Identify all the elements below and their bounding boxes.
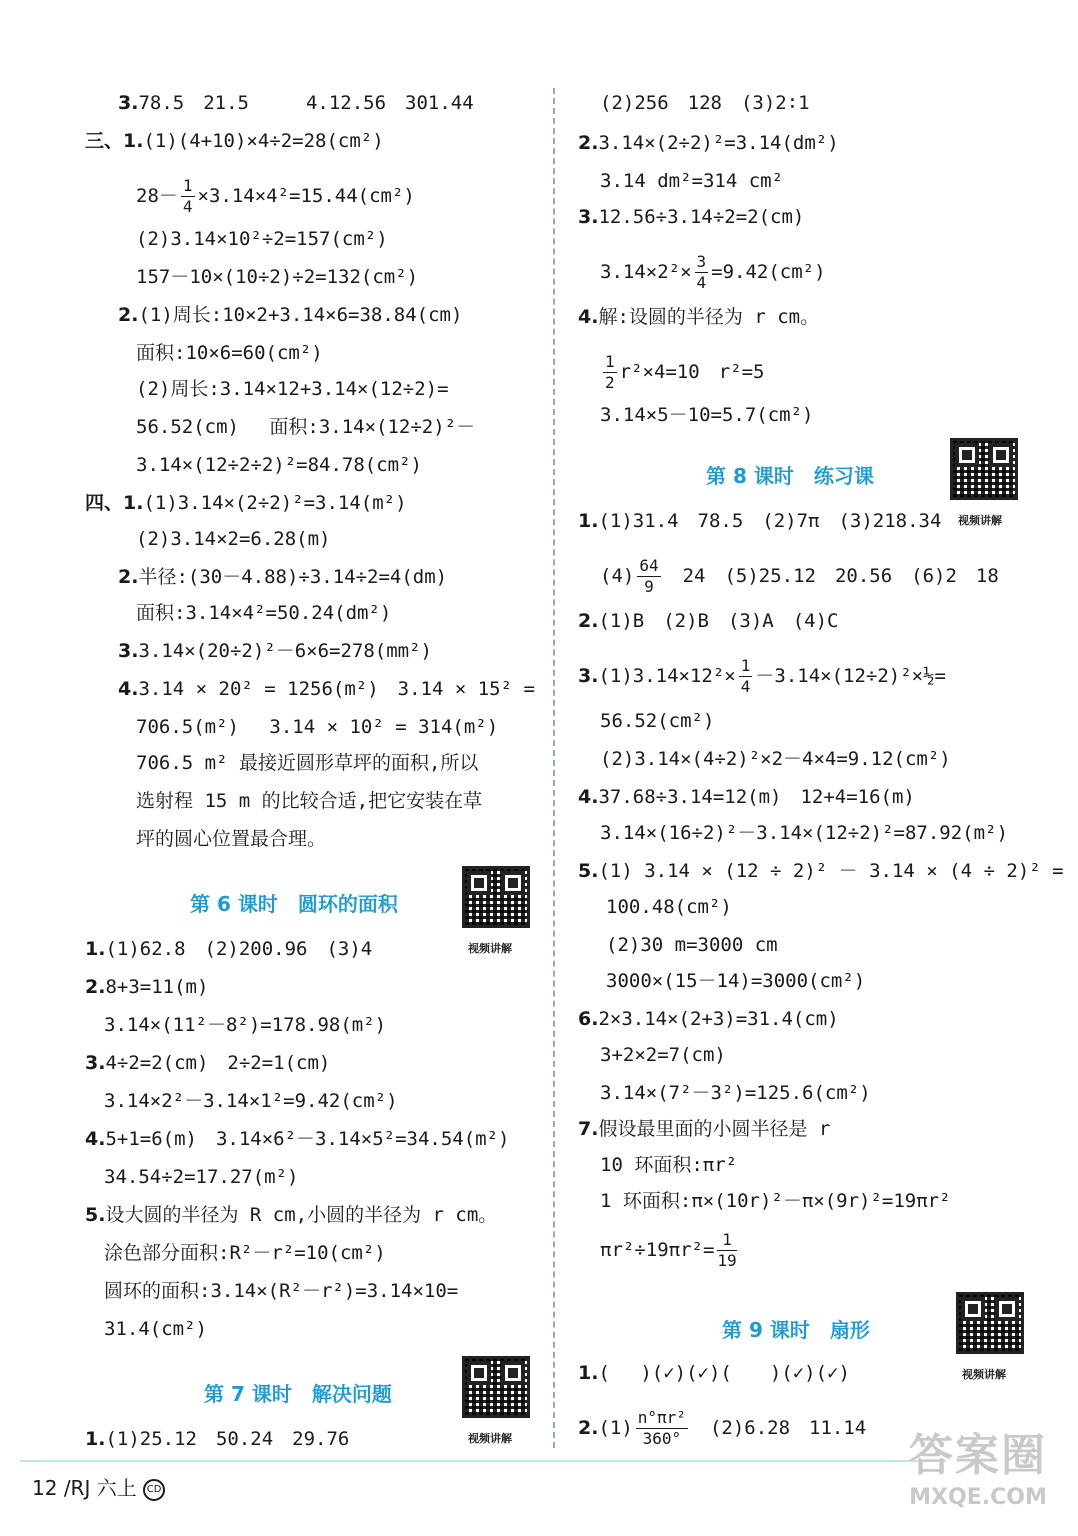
answer-text: －3.14×(12÷2)²×½= (755, 665, 946, 687)
answer-line (578, 1006, 839, 1032)
answer-line (606, 968, 865, 994)
answer-text: 面积:3.14×4²=50.24(dm²) (136, 602, 392, 624)
answer-text: 706.5(m²) 3.14 × 10² = 314(m²) (136, 716, 499, 738)
answer-text: (2)256 128 (3)2∶1 (600, 92, 810, 114)
question-number: 四、1. (85, 492, 144, 514)
answer-text: 解:设圆的半径为 r cm。 (598, 306, 820, 328)
answer-line (136, 788, 482, 814)
answer-line (600, 746, 951, 772)
answer-text-pre: (1) (598, 1417, 633, 1439)
answer-line (85, 1426, 349, 1452)
answer-line (118, 638, 432, 664)
answer-line (578, 1360, 850, 1386)
answer-line (600, 1188, 951, 1214)
answer-text: 31.4(cm²) (104, 1318, 207, 1340)
answer-text-pre: 28－ (136, 185, 178, 207)
answer-line (600, 556, 999, 597)
question-number: 5. (85, 1204, 106, 1226)
watermark-title: 答案圈 (909, 1430, 1047, 1481)
answer-text: (2)6.28 11.14 (690, 1417, 867, 1439)
answer-text: (2)30 m=3000 cm (606, 934, 778, 956)
fraction (637, 556, 660, 597)
answer-line (578, 858, 1064, 884)
answer-line (136, 526, 330, 552)
question-number: 3. (118, 92, 139, 114)
fraction (695, 252, 709, 293)
qr-caption: 视频讲解 (962, 1368, 1006, 1381)
lesson-heading: 第 8 课时 练习课 (706, 464, 874, 488)
answer-text: 10 环面积:πr² (600, 1154, 738, 1176)
question-number: 4. (85, 1128, 106, 1150)
qr-caption: 视频讲解 (468, 1432, 512, 1445)
fraction (181, 176, 195, 217)
question-number: 7. (578, 1118, 599, 1140)
fraction-denominator: 360° (642, 1429, 682, 1448)
question-number: 1. (85, 938, 106, 960)
answer-text: =9.42(cm²) (711, 261, 826, 283)
answer-line (578, 130, 839, 156)
answer-line (136, 176, 415, 217)
question-number: 4. (578, 306, 599, 328)
answer-text: 2×3.14×(2+3)=31.4(cm) (598, 1008, 839, 1030)
answer-line (600, 168, 783, 194)
answer-text: 假设最里面的小圆半径是 r (598, 1118, 831, 1140)
answer-text: 3.14×(11²－8²)=178.98(m²) (104, 1014, 387, 1036)
publisher-badge-icon: CD (143, 1479, 165, 1501)
question-number: 6. (578, 1008, 599, 1030)
answer-line (104, 1012, 386, 1038)
fraction-numerator: 1 (740, 656, 751, 675)
question-number: 3. (118, 640, 139, 662)
answer-text: 100.48(cm²) (606, 896, 732, 918)
answer-line (136, 376, 449, 402)
answer-line (578, 1408, 866, 1449)
answer-line (578, 784, 915, 810)
answer-text: (1)(4+10)×4÷2=28(cm²) (143, 130, 384, 152)
page-number: 12 (32, 1476, 58, 1500)
answer-line (578, 1116, 830, 1142)
question-number: 3. (578, 206, 599, 228)
answer-text: (2)3.14×(4÷2)²×2－4×4=9.12(cm²) (600, 748, 951, 770)
answer-text: (1)62.8 (2)200.96 (3)4 (105, 938, 373, 960)
fraction (739, 656, 753, 697)
column-divider (553, 88, 555, 1448)
answer-line (136, 452, 422, 478)
answer-text: 8+3=11(m) (105, 976, 209, 998)
answer-line (136, 414, 475, 440)
question-number: 1. (578, 1362, 599, 1384)
fraction-numerator: 1 (182, 176, 193, 195)
answer-line (600, 708, 714, 734)
answer-text: 3000×(15－14)=3000(cm²) (606, 970, 866, 992)
answer-line (136, 226, 388, 252)
answer-text: 3.14 dm²=314 cm² (600, 170, 784, 192)
answer-text: 78.5 21.5 4.12.56 301.44 (138, 92, 474, 114)
qr-code-lesson-6[interactable] (462, 866, 530, 928)
fraction-denominator: 4 (696, 273, 707, 292)
question-number: 3. (578, 665, 599, 687)
fraction (636, 1408, 688, 1449)
answer-text: 12.56÷3.14÷2=2(cm) (598, 206, 805, 228)
answer-line (85, 1202, 497, 1228)
answer-line (118, 564, 447, 590)
answer-line (104, 1316, 207, 1342)
qr-caption: 视频讲解 (958, 514, 1002, 527)
answer-text: 3.14×(20÷2)²－6×6=278(mm²) (138, 640, 432, 662)
answer-text: 56.52(cm) 面积:3.14×(12÷2)²－ (136, 416, 476, 438)
answer-line (136, 340, 323, 366)
fraction (603, 352, 617, 393)
watermark-url: MXQE.COM (909, 1485, 1047, 1510)
answer-text: (2)3.14×10²÷2=157(cm²) (136, 228, 388, 250)
answer-text: 3+2×2=7(cm) (600, 1044, 726, 1066)
answer-text: 涂色部分面积:R²－r²=10(cm²) (104, 1242, 386, 1264)
answer-text-pre: (1)3.14×12²× (598, 665, 736, 687)
answer-line (85, 128, 384, 154)
book-label: /RJ 六上 (63, 1476, 137, 1500)
answer-line (600, 1042, 726, 1068)
fraction-denominator: 4 (740, 677, 751, 696)
answer-text: 3.14×(2÷2)²=3.14(dm²) (598, 132, 839, 154)
answer-text: 5+1=6(m) 3.14×6²－3.14×5²=34.54(m²) (105, 1128, 510, 1150)
answer-line (606, 894, 732, 920)
answer-line (85, 490, 407, 516)
question-number: 5. (578, 860, 599, 882)
answer-text: 706.5 m² 最接近圆形草坪的面积,所以 (136, 752, 479, 774)
answer-text: 3.14 × 20² = 1256(m²) 3.14 × 15² = (138, 678, 535, 700)
answer-text: 半径:(30－4.88)÷3.14÷2=4(dm) (138, 566, 448, 588)
answer-line (578, 656, 946, 697)
answer-text: 157－10×(10÷2)÷2=132(cm²) (136, 266, 419, 288)
answer-text: 圆环的面积:3.14×(R²－r²)=3.14×10= (104, 1280, 459, 1302)
answer-text: 坪的圆心位置最合理。 (136, 828, 327, 850)
answer-line (600, 1152, 737, 1178)
answer-text: r²×4=10 r²=5 (619, 361, 765, 383)
answer-line (600, 820, 1008, 846)
fraction-numerator: n°πr² (637, 1408, 686, 1427)
answer-line (104, 1240, 386, 1266)
page-footer (32, 1472, 165, 1501)
answer-text: ( )(✓)(✓)( )(✓)(✓) (598, 1362, 850, 1384)
question-number: 2. (578, 610, 599, 632)
lesson-heading: 第 9 课时 扇形 (722, 1318, 870, 1342)
answer-text-pre: (4) (600, 565, 635, 587)
question-number: 2. (85, 976, 106, 998)
answer-line (85, 974, 208, 1000)
answer-text: 56.52(cm²) (600, 710, 715, 732)
fraction-denominator: 9 (644, 577, 654, 596)
answer-line (578, 304, 819, 330)
fraction-denominator: 4 (182, 197, 193, 216)
watermark (898, 1428, 1058, 1528)
answer-text-pre: 3.14×2²× (600, 261, 692, 283)
answer-line (136, 826, 326, 852)
answer-text: 34.54÷2=17.27(m²) (104, 1166, 299, 1188)
answer-text: 4÷2=2(cm) 2÷2=1(cm) (105, 1052, 331, 1074)
answer-text: 3.14×(12÷2÷2)²=84.78(cm²) (136, 454, 422, 476)
answer-line (600, 90, 810, 116)
answer-text: (1)31.4 78.5 (2)7π (3)218.34 (598, 510, 942, 532)
question-number: 3. (85, 1052, 106, 1074)
fraction-denominator: 19 (717, 1251, 737, 1270)
answer-line (136, 714, 498, 740)
answer-text: (1)25.12 50.24 29.76 (105, 1428, 350, 1450)
lesson-heading: 第 7 课时 解决问题 (204, 1382, 392, 1406)
answer-line (600, 1080, 871, 1106)
answer-line (136, 600, 391, 626)
answer-text: (1)周长:10×2+3.14×6=38.84(cm) (138, 304, 463, 326)
answer-text: (2)3.14×2=6.28(m) (136, 528, 331, 550)
question-number: 4. (578, 786, 599, 808)
answer-line (578, 204, 804, 230)
answer-text: 24 (5)25.12 20.56 (6)2 18 (663, 565, 999, 587)
qr-caption: 视频讲解 (468, 942, 512, 955)
answer-text-pre: πr²÷19πr²= (600, 1239, 715, 1261)
answer-text: (2)周长:3.14×12+3.14×(12÷2)= (136, 378, 449, 400)
answer-text: 3.14×5－10=5.7(cm²) (600, 404, 814, 426)
question-number: 2. (118, 566, 139, 588)
fraction-numerator: 1 (605, 352, 615, 371)
answer-line (104, 1088, 398, 1114)
answer-line (578, 608, 838, 634)
answer-text: (1)3.14×(2÷2)²=3.14(m²) (143, 492, 407, 514)
answer-text: 37.68÷3.14=12(m) 12+4=16(m) (598, 786, 915, 808)
question-number: 4. (118, 678, 139, 700)
answer-line (85, 1126, 510, 1152)
qr-code-lesson-8[interactable] (950, 438, 1018, 500)
answer-text: 1 环面积:π×(10r)²－π×(9r)²=19πr² (600, 1190, 951, 1212)
answer-text: 选射程 15 m 的比较合适,把它安装在草 (136, 790, 483, 812)
answer-line (85, 1050, 330, 1076)
fraction (717, 1230, 736, 1271)
answer-text: 3.14×(16÷2)²－3.14×(12÷2)²=87.92(m²) (600, 822, 1008, 844)
answer-line (118, 90, 474, 116)
qr-code-lesson-7[interactable] (462, 1356, 530, 1418)
fraction-numerator: 1 (717, 1230, 736, 1251)
question-number: 1. (85, 1428, 106, 1450)
answer-text: 面积:10×6=60(cm²) (136, 342, 323, 364)
answer-line (600, 1230, 740, 1271)
question-number: 2. (578, 1417, 599, 1439)
footer-rule (20, 1460, 920, 1462)
answer-text: (1)B (2)B (3)A (4)C (598, 610, 839, 632)
fraction-numerator: 64 (639, 556, 659, 575)
answer-line (118, 302, 462, 328)
answer-line (104, 1278, 458, 1304)
answer-line (606, 932, 778, 958)
question-number: 2. (578, 132, 599, 154)
answer-line (600, 402, 813, 428)
question-number: 1. (578, 510, 599, 532)
answer-line (136, 264, 418, 290)
lesson-heading: 第 6 课时 圆环的面积 (190, 892, 398, 916)
fraction-denominator: 2 (605, 373, 615, 392)
answer-text: (1) 3.14 × (12 ÷ 2)² － 3.14 × (4 ÷ 2)² = (598, 860, 1064, 882)
answer-line (600, 352, 764, 393)
qr-code-lesson-9[interactable] (956, 1292, 1024, 1354)
question-number: 三、1. (85, 130, 144, 152)
answer-text: 3.14×2²－3.14×1²=9.42(cm²) (104, 1090, 398, 1112)
answer-line (104, 1164, 298, 1190)
answer-line (600, 252, 826, 293)
answer-text: 设大圆的半径为 R cm,小圆的半径为 r cm。 (105, 1204, 498, 1226)
fraction-numerator: 3 (696, 252, 707, 271)
answer-text: ×3.14×4²=15.44(cm²) (197, 185, 415, 207)
answer-line (136, 750, 478, 776)
answer-text: 3.14×(7²－3²)=125.6(cm²) (600, 1082, 871, 1104)
question-number: 2. (118, 304, 139, 326)
answer-line (118, 676, 535, 702)
answer-line (85, 936, 372, 962)
answer-line (578, 508, 941, 534)
